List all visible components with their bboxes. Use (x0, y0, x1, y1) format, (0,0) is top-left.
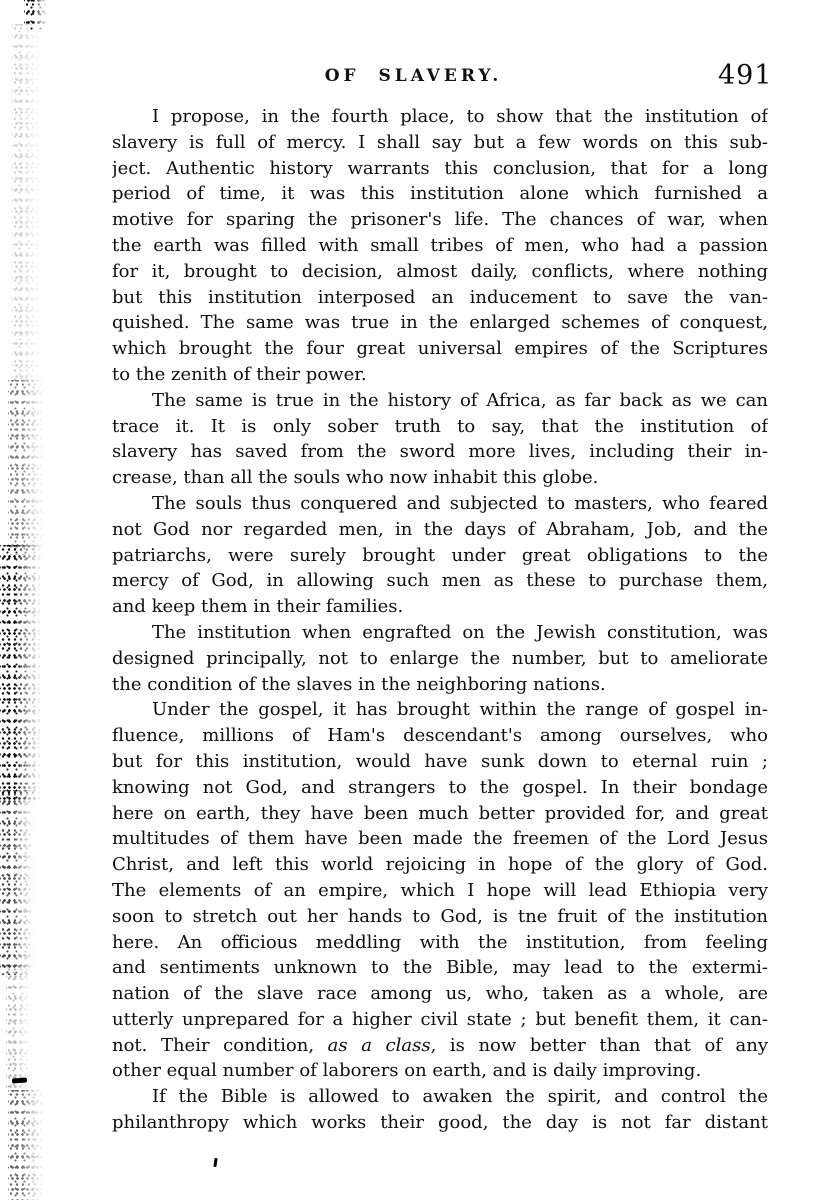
text-line (112, 1033, 768, 1059)
page-number: 491 (718, 60, 773, 91)
stray-comma-mark (213, 1158, 217, 1167)
text-line: utterly unprepared for a higher civil state ; but benefit them, it can- (112, 1008, 768, 1030)
scan-noise-band-bottom (8, 1090, 44, 1200)
paragraph (112, 1084, 768, 1136)
text-line: Christ, and left this world rejoicing in hope of the glory of God. (112, 854, 768, 876)
text-line: crease, than all the souls who now inhabit this globe. (112, 467, 599, 489)
scan-noise-band-upper (8, 380, 44, 555)
text-line: I propose, in the fourth place, to show that the institution of (152, 106, 768, 127)
text-line: multitudes of them have been made the freemen of the Lord Jesus (112, 828, 768, 850)
text-line: patriarchs, were surely brought under great obligations to the (112, 544, 768, 566)
ink-dash-mark (12, 1077, 27, 1083)
text-line: trace it. It is only sober truth to say, that the institution of (112, 415, 768, 437)
text-line: and keep them in their families. (112, 596, 404, 618)
text-line: mercy of God, in allowing such men as these to purchase them, (112, 570, 768, 592)
text-segment: , is now better than that of any (430, 1034, 768, 1056)
text-line: but this institution interposed an inducement to save the van- (112, 286, 768, 308)
text-line: designed principally, not to enlarge the number, but to ameliorate (112, 647, 768, 669)
paragraph (112, 697, 768, 1084)
scan-noise-band-dense (0, 545, 42, 800)
text-line: nation of the slave race among us, who, taken as a whole, are (112, 983, 768, 1005)
text-line: soon to stretch out her hands to God, is tne fruit of the institution (112, 905, 768, 927)
text-line: which brought the four great universal empires of the Scriptures (112, 338, 768, 360)
text-line: and sentiments unknown to the Bible, may lead to the extermi- (112, 957, 768, 979)
text-segment: not. Their condition, (112, 1034, 328, 1056)
text-line: the earth was filled with small tribes of men, who had a passion (112, 234, 768, 256)
text-line: The elements of an empire, which I hope will lead Ethiopia very (112, 879, 768, 901)
paragraph (112, 491, 768, 620)
text-line: motive for sparing the prisoner's life. The chances of war, when (112, 209, 768, 231)
paragraph (112, 104, 768, 388)
text-line: to the zenith of their power. (112, 363, 367, 385)
text-line: here on earth, they have been much better provided for, and great (112, 802, 768, 824)
text-line: ject. Authentic history warrants this conclusion, that for a long (112, 157, 768, 179)
text-line: The souls thus conquered and subjected to masters, who feared (152, 492, 768, 514)
running-title: OF SLAVERY. (324, 66, 503, 86)
scan-noise-corner-smudge (24, 0, 48, 30)
text-line: If the Bible is allowed to awaken the spirit, and control the (152, 1086, 768, 1108)
body-text (112, 104, 768, 1136)
text-line: period of time, it was this institution alone which furnished a (112, 183, 768, 205)
text-line: slavery is full of mercy. I shall say but a few words on this sub- (112, 131, 768, 153)
text-line: other equal number of laborers on earth, and is daily improving. (112, 1060, 702, 1082)
text-line: Under the gospel, it has brought within the range of gospel in- (152, 699, 768, 721)
text-line: The institution when engrafted on the Jewish constitution, was (152, 621, 768, 643)
text-line: fluence, millions of Ham's descendant's among ourselves, who (112, 725, 768, 747)
text-line: philanthropy which works their good, the day is not far distant (112, 1112, 768, 1134)
text-line: but for this institution, would have sunk down to eternal ruin ; (112, 750, 768, 772)
text-line: slavery has saved from the sword more lives, including their in- (112, 441, 768, 463)
scan-noise-band-faint (6, 965, 32, 1095)
text-line: for it, brought to decision, almost daily, conflicts, where nothing (112, 260, 768, 282)
text-line: knowing not God, and strangers to the gospel. In their bondage (112, 776, 768, 798)
text-line: the condition of the slaves in the neighboring nations. (112, 673, 606, 695)
paragraph (112, 388, 768, 491)
italic-phrase: as a class (327, 1034, 431, 1056)
text-line: here. An officious meddling with the institution, from feeling (112, 931, 768, 953)
text-line: quished. The same was true in the enlarged schemes of conquest, (112, 312, 768, 334)
text-line: The same is true in the history of Africa, as far back as we can (152, 389, 768, 411)
text-line: not God nor regarded men, in the days of Abraham, Job, and the (112, 518, 768, 540)
paragraph (112, 620, 768, 697)
scan-noise-band-lower (0, 790, 34, 975)
